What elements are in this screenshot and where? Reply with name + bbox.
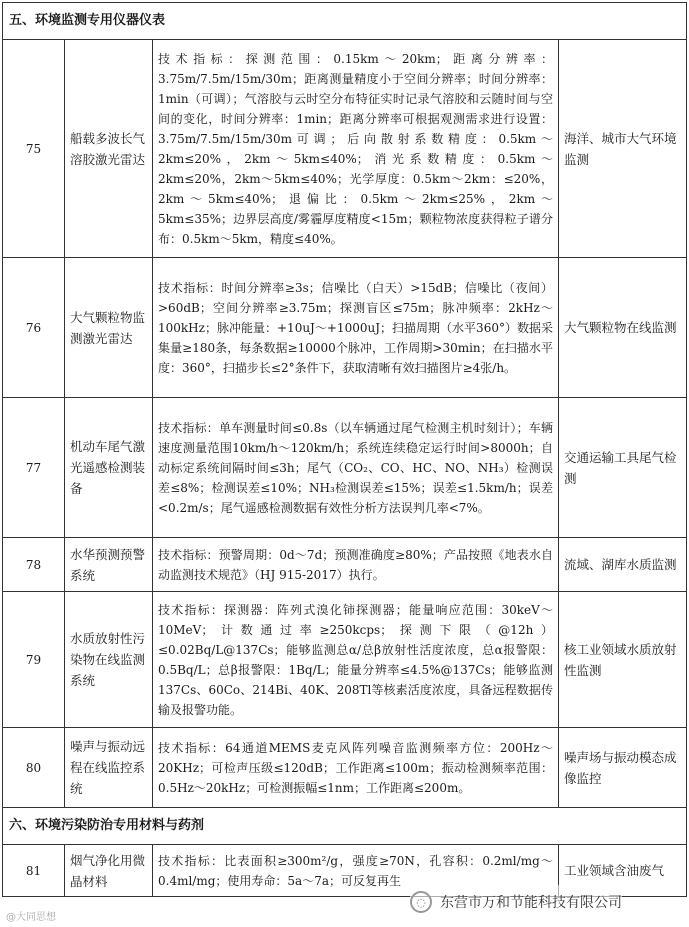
application-field: 噪声场与振动模态成像监控 bbox=[559, 728, 687, 808]
table-row bbox=[3, 258, 687, 398]
tech-spec: 技术指标：预警周期：0d～7d；预测准确度≥80%；产品按照《地表水自动监测技术规范》（HJ 915-2017）执行。 bbox=[153, 538, 559, 592]
wechat-logo-icon: ◌ bbox=[410, 891, 432, 913]
application-field: 海洋、城市大气环境监测 bbox=[559, 40, 687, 258]
watermark-text: 东营市万和节能科技有限公司 bbox=[440, 895, 622, 911]
section-title: 五、环境监测专用仪器仪表 bbox=[3, 3, 687, 40]
tech-spec: 技术指标：时间分辨率≥3s；信噪比（白天）>15dB；信噪比（夜间）>60dB；空间分辨率≥3.75m；探测盲区≤75m；脉冲频率：2kHz～100kHz；脉冲能量：+10uJ～+1000uJ；扫描周期（水平360°）数据采集量≥180条，每条数据≥10000个脉冲，工作周期>30min；在扫描水平度：360°，扫描步长≤2°条件下，获取清晰有效扫描图片≥4张/h。 bbox=[153, 258, 559, 398]
product-name: 大气颗粒物监测激光雷达 bbox=[65, 258, 153, 398]
row-number: 75 bbox=[3, 40, 65, 258]
table-row bbox=[3, 398, 687, 538]
table-row bbox=[3, 538, 687, 592]
row-number: 78 bbox=[3, 538, 65, 592]
company-watermark bbox=[410, 885, 622, 919]
tech-spec: 技术指标：比表面积≥300m²/g，强度≥70N，孔容积：0.2ml/mg～0.4ml/mg；使用寿命：5a～7a；可反复再生 bbox=[153, 845, 559, 897]
application-field: 工业领域含油废气 bbox=[559, 845, 687, 897]
row-number: 76 bbox=[3, 258, 65, 398]
section-title: 六、环境污染防治专用材料与药剂 bbox=[3, 808, 687, 845]
product-name: 水华预测预警系统 bbox=[65, 538, 153, 592]
tech-spec: 技术指标：探测范围：0.15km～20km；距离分辨率：3.75m/7.5m/15m/30m；距离测量精度小于空间分辨率；时间分辨率：1min（可调）；气溶胶与云时空分布特征实时记录气溶胶和云随时间与空间的变化，时间分辨率：1min；距离分辨率可根据观测需求进行设置：3.75m/7.5m/15m/30m可调；后向散射系数精度：0.5km～2km≤20%，2km～5km≤40%；消光系数精度：0.5km～2km≤20%，2km～5km≤40%；光学厚度：0.5km～2km：≤20%，2km～5km≤40%；退偏比：0.5km～2km≤25%，2km～5km≤35%；边界层高度/雾霾厚度精度<15m；颗粒物浓度获得粒子谱分布：0.5km～5km，精度≤40%。 bbox=[153, 40, 559, 258]
product-name: 烟气净化用微晶材料 bbox=[65, 845, 153, 897]
row-number: 77 bbox=[3, 398, 65, 538]
tech-spec: 技术指标：64通道MEMS麦克风阵列噪音监测频率方位：200Hz～20KHz；可检声压级≤120dB；工作距离≤100m；振动检测频率范围：0.5Hz～20kHz；可检测振幅≤1nm；工作距离≤200m。 bbox=[153, 728, 559, 808]
application-field: 核工业领域水质放射性监测 bbox=[559, 592, 687, 728]
product-name: 船载多波长气溶胶激光雷达 bbox=[65, 40, 153, 258]
table-row bbox=[3, 40, 687, 258]
table-row bbox=[3, 592, 687, 728]
application-field: 交通运输工具尾气检测 bbox=[559, 398, 687, 538]
row-number: 80 bbox=[3, 728, 65, 808]
product-name: 水质放射性污染物在线监测系统 bbox=[65, 592, 153, 728]
source-watermark: @大同思想 bbox=[6, 912, 56, 923]
tech-spec: 技术指标：单车测量时间≤0.8s（以车辆通过尾气检测主机时刻计）；车辆速度测量范围10km/h～120km/h；系统连续稳定运行时间>8000h；自动标定系统间隔时间≤3h；尾气（CO₂、CO、HC、NO、NH₃）检测误差≤8%；检测误差≤10%；NH₃检测误差≤15%；误差≤1.5km/h；误差<0.2m/s；尾气遥感检测数据有效性分析方法误判几率<7%。 bbox=[153, 398, 559, 538]
section-header-five bbox=[3, 3, 687, 40]
application-field: 大气颗粒物在线监测 bbox=[559, 258, 687, 398]
table-row bbox=[3, 728, 687, 808]
product-name: 机动车尾气激光遥感检测装备 bbox=[65, 398, 153, 538]
tech-spec: 技术指标：探测器：阵列式溴化铈探测器；能量响应范围：30keV～10MeV；计数通过率≥250kcps；探测下限（@12h）≤0.02Bq/L@137Cs；能够监测总α/总β放射性活度浓度，总α报警限：0.5Bq/L；总β报警限：1Bq/L；能量分辨率≤4.5%@137Cs；能够监测137Cs、60Co、214Bi、40K、208Tl等核素活度浓度，具备远程数据传输及报警功能。 bbox=[153, 592, 559, 728]
section-header-six bbox=[3, 808, 687, 845]
row-number: 79 bbox=[3, 592, 65, 728]
application-field: 流域、湖库水质监测 bbox=[559, 538, 687, 592]
row-number: 81 bbox=[3, 845, 65, 897]
equipment-table bbox=[2, 2, 687, 897]
product-name: 噪声与振动远程在线监控系统 bbox=[65, 728, 153, 808]
